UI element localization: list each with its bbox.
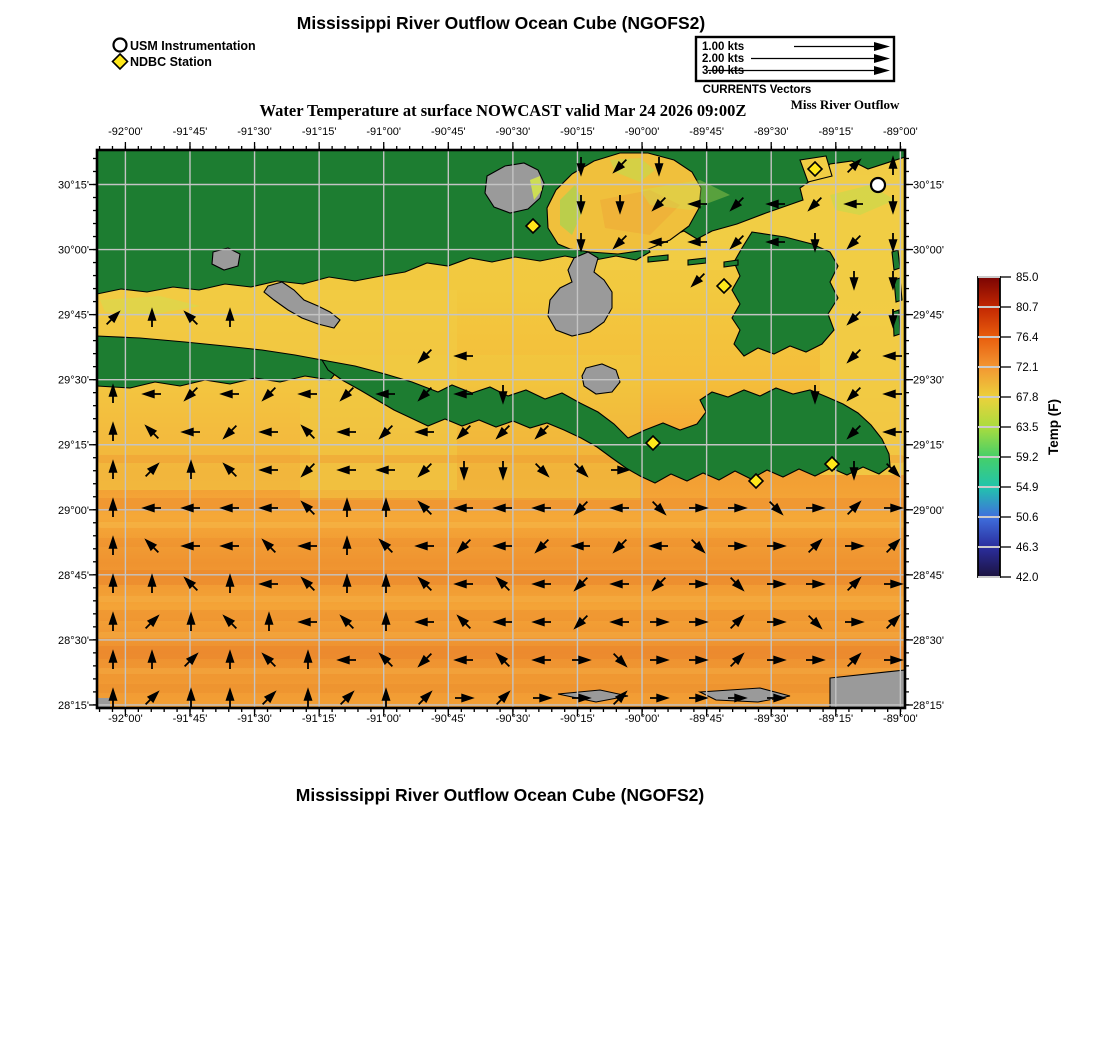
map-subtitle: Water Temperature at surface NOWCAST valid Mar 24 2026 09:00Z — [259, 101, 747, 120]
lon-label-top: -89°30' — [753, 126, 789, 138]
lat-label-left: 29°45' — [58, 309, 89, 322]
ndbc-legend-label: NDBC Station — [130, 55, 212, 69]
colorbar-tick-label: 50.6 — [1016, 512, 1039, 524]
currents-vector-legend — [696, 37, 894, 96]
lon-label-top: -91°45' — [172, 126, 208, 138]
land-biloxi-marsh — [732, 232, 838, 356]
lat-label-left: 29°00' — [58, 504, 89, 517]
usm-marker-icon — [114, 39, 127, 52]
gray-corner-bl — [97, 698, 110, 708]
lon-label-top: -90°45' — [430, 126, 466, 138]
bottom-title: Mississippi River Outflow Ocean Cube (NGOFS2) — [295, 785, 705, 805]
lat-label-right: 28°30' — [913, 634, 944, 647]
lon-label-top: -89°45' — [689, 126, 724, 138]
colorbar-tick-label: 80.7 — [1016, 302, 1039, 314]
usm-station-marker — [871, 178, 885, 192]
vector-legend-row-1: 1.00 kts — [702, 41, 745, 53]
warm-band-7 — [97, 632, 905, 638]
lon-label-bottom: -90°15' — [560, 713, 595, 725]
lat-label-left: 28°15' — [58, 699, 89, 712]
vector-legend-caption: CURRENTS Vectors — [702, 84, 812, 96]
colorbar-tick-label: 54.9 — [1016, 482, 1039, 494]
lon-label-bottom: -89°30' — [753, 713, 789, 725]
lat-label-right: 30°00' — [913, 244, 944, 257]
lon-label-bottom: -90°45' — [430, 713, 466, 725]
station-legend — [113, 39, 256, 70]
lat-label-right: 28°45' — [913, 569, 944, 582]
colorbar-tick-label: 72.1 — [1016, 362, 1039, 374]
lat-label-right: 29°45' — [913, 309, 944, 322]
lon-label-bottom: -91°00' — [366, 713, 402, 725]
colorbar — [978, 272, 1039, 584]
usm-legend-label: USM Instrumentation — [130, 39, 256, 53]
warm-band-5 — [97, 596, 905, 602]
lon-label-top: -92°00' — [108, 126, 143, 138]
colorbar-tick-label: 59.2 — [1016, 452, 1039, 464]
colorbar-tick-label: 42.0 — [1016, 572, 1039, 584]
lat-label-left: 29°30' — [58, 374, 89, 387]
lon-label-bottom: -90°00' — [624, 713, 660, 725]
lon-label-top: -91°15' — [301, 126, 337, 138]
ndbc-marker-icon — [113, 54, 128, 69]
colorbar-tick-label: 76.4 — [1016, 332, 1039, 344]
lon-label-bottom: -91°30' — [237, 713, 272, 725]
colorbar-title: Temp (F) — [1046, 399, 1061, 455]
lat-label-left: 29°15' — [58, 439, 89, 452]
lon-label-top: -89°15' — [818, 126, 854, 138]
colorbar-tick-label: 85.0 — [1016, 272, 1039, 284]
colorbar-tick-label: 67.8 — [1016, 392, 1039, 404]
lat-label-right: 30°15' — [913, 179, 944, 192]
lon-label-bottom: -92°00' — [108, 713, 143, 725]
vector-legend-row-2: 2.00 kts — [702, 53, 745, 65]
colorbar-tick-label: 46.3 — [1016, 542, 1039, 554]
lat-label-left: 30°00' — [58, 244, 89, 257]
lon-label-bottom: -91°15' — [301, 713, 337, 725]
subtitle-region-label: Miss River Outflow — [790, 97, 900, 112]
lake-verret — [212, 248, 240, 270]
lat-label-right: 29°30' — [913, 374, 944, 387]
colorbar-tick-label: 63.5 — [1016, 422, 1039, 434]
lat-label-left: 30°15' — [58, 179, 89, 192]
lon-label-top: -90°30' — [495, 126, 531, 138]
lon-label-bottom: -89°00' — [883, 713, 918, 725]
lon-label-top: -90°15' — [560, 126, 595, 138]
lat-label-right: 28°15' — [913, 699, 944, 712]
warm-band-10 — [97, 684, 905, 693]
lon-label-top: -91°00' — [366, 126, 402, 138]
lon-label-bottom: -89°15' — [818, 713, 854, 725]
warm-band-9 — [97, 668, 905, 674]
lon-label-top: -90°00' — [624, 126, 660, 138]
lon-label-bottom: -90°30' — [495, 713, 531, 725]
lon-label-top: -91°30' — [237, 126, 272, 138]
warm-band-2 — [97, 522, 905, 528]
lat-label-left: 28°30' — [58, 634, 89, 647]
lat-label-right: 29°15' — [913, 439, 944, 452]
lon-label-bottom: -91°45' — [172, 713, 208, 725]
lon-label-bottom: -89°45' — [689, 713, 724, 725]
lat-label-right: 29°00' — [913, 504, 944, 517]
vector-legend-row-3: 3.00 kts — [702, 65, 745, 77]
lon-label-top: -89°00' — [883, 126, 918, 138]
lat-label-left: 28°45' — [58, 569, 89, 582]
island-chandeleur-1 — [892, 250, 900, 270]
top-title: Mississippi River Outflow Ocean Cube (NGOFS2) — [296, 13, 706, 33]
